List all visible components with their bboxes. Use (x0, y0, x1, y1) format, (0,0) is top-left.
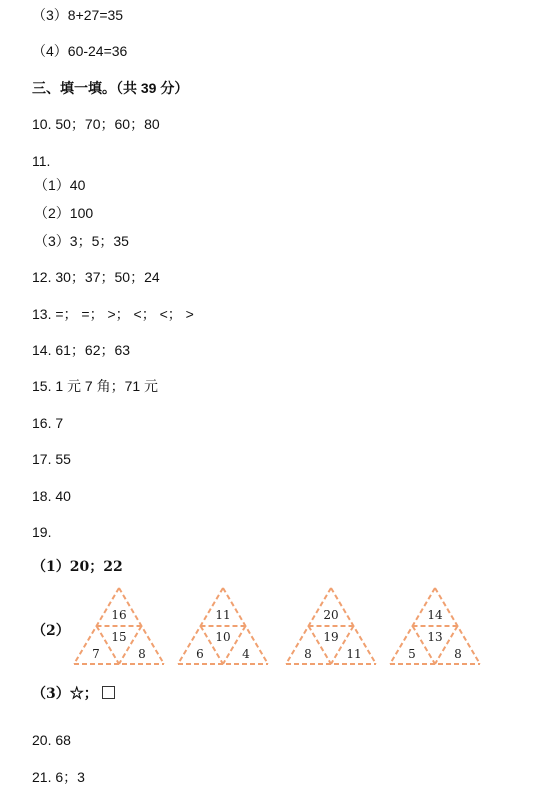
answer-4: （4）60-24=36 (32, 43, 128, 59)
answer-3: （3）8+27=35 (32, 7, 124, 23)
triangle-middle-number: 15 (111, 630, 127, 644)
question-19: 19. (32, 524, 52, 540)
triangle-puzzle-1 (73, 587, 165, 667)
triangle-middle-number: 19 (323, 630, 339, 644)
triangle-top-number: 14 (427, 608, 443, 622)
triangle-puzzle-3 (285, 587, 377, 667)
triangle-right-number: 8 (138, 647, 146, 661)
triangle-top-number: 11 (215, 608, 231, 622)
question-14: 14. 61；62；63 (32, 342, 131, 358)
question-12: 12. 30；37；50；24 (32, 269, 160, 285)
section-heading: 三、填一填。（共 39 分） (32, 80, 189, 96)
triangle-puzzle-2 (177, 587, 269, 667)
question-21: 21. 6；3 (32, 769, 85, 785)
question-18: 18. 40 (32, 488, 71, 504)
triangle-right-number: 11 (346, 647, 362, 661)
triangle-left-number: 8 (304, 647, 312, 661)
triangle-left-number: 7 (92, 647, 100, 661)
question-17: 17. 55 (32, 451, 71, 467)
question-20: 20. 68 (32, 732, 71, 748)
question-11: 11. (32, 153, 51, 169)
question-19-part-2: （2） (32, 623, 70, 639)
square-icon (102, 686, 115, 699)
question-16: 16. 7 (32, 415, 64, 431)
question-15: 15. 1 元 7 角；71 元 (32, 378, 159, 394)
star-answer: （3）☆； (32, 686, 98, 702)
question-10: 10. 50；70；60；80 (32, 116, 160, 132)
question-19-part-3 (32, 685, 115, 703)
triangle-puzzle-4 (389, 587, 481, 667)
question-13: 13. =； =； >； <； <； > (32, 306, 194, 322)
triangle-top-number: 16 (111, 608, 127, 622)
triangle-middle-number: 10 (215, 630, 231, 644)
triangle-left-number: 6 (196, 647, 204, 661)
triangle-top-number: 20 (323, 608, 339, 622)
question-11-part-3: （3）3；5；35 (34, 233, 129, 249)
triangle-right-number: 8 (454, 647, 462, 661)
question-11-part-1: （1）40 (34, 177, 86, 193)
triangle-left-number: 5 (408, 647, 416, 661)
question-19-part-1: （1）20；22 (32, 559, 123, 575)
triangle-middle-number: 13 (427, 630, 443, 644)
triangle-right-number: 4 (242, 647, 250, 661)
question-11-part-2: （2）100 (34, 205, 94, 221)
